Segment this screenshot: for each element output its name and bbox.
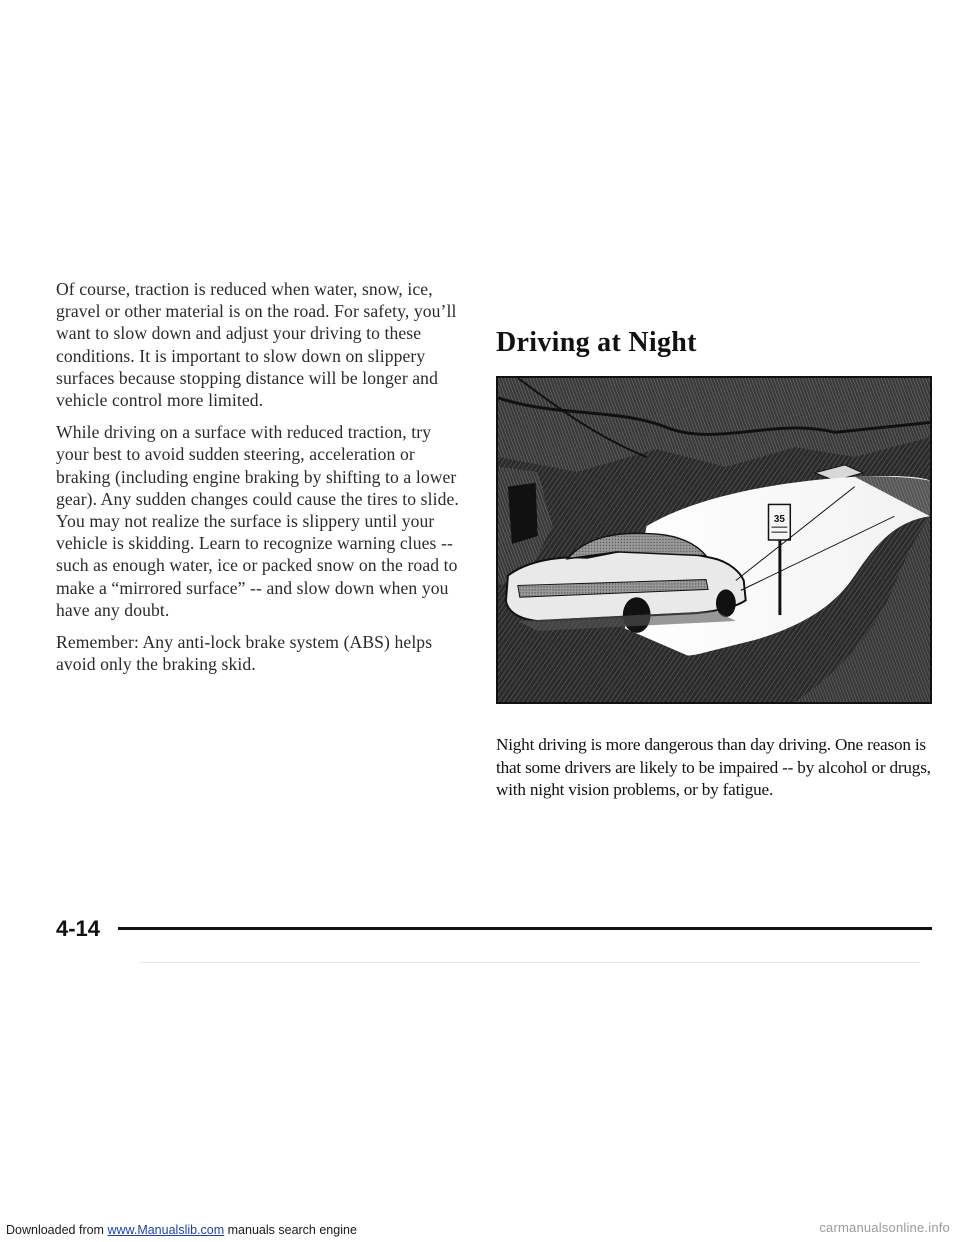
- night-road-drawing: [498, 378, 930, 702]
- watermark: carmanualsonline.info: [819, 1220, 950, 1235]
- page-number: 4-14: [56, 916, 101, 941]
- paragraph-reduced-traction: While driving on a surface with reduced traction, try your best to avoid sudden steering, acceleration or braking (including engine braking by shifting to a lower gear). Any sudden changes could cause the tires to slide. You may not realize the surface is slippery until your vehicle is skidding. Learn to recognize warning clues -- such as enough water, ice or packed snow on the road to make a “mirrored surface” -- and slow down when you have any doubt.: [56, 422, 459, 620]
- paragraph-traction: Of course, traction is reduced when water, snow, ice, gravel or other material is on the road. For safety, you’ll want to slow down and adjust your driving to these conditions. It is important to slow down on slippery surfaces because stopping distance will be longer and vehicle control more limited.: [56, 279, 457, 411]
- download-footer: [6, 1222, 357, 1238]
- right-column: [496, 326, 936, 360]
- night-driving-caption: Night driving is more dangerous than day driving. One reason is that some drivers are likely to be impaired -- by alcohol or drugs, with night vision problems, or by fatigue.: [496, 735, 931, 800]
- speed-sign-text: 35: [773, 514, 785, 526]
- footer-suffix: manuals search engine: [224, 1223, 357, 1237]
- section-title: Driving at Night: [496, 327, 697, 358]
- paragraph-abs: Remember: Any anti-lock brake system (ABS) helps avoid only the braking skid.: [56, 632, 433, 675]
- left-column: [56, 278, 464, 685]
- page-rule: [118, 927, 932, 930]
- manualslib-link[interactable]: www.Manualslib.com: [107, 1223, 225, 1237]
- night-driving-illustration: [496, 376, 932, 704]
- faint-rule: [140, 962, 920, 963]
- footer-prefix: Downloaded from: [6, 1223, 108, 1237]
